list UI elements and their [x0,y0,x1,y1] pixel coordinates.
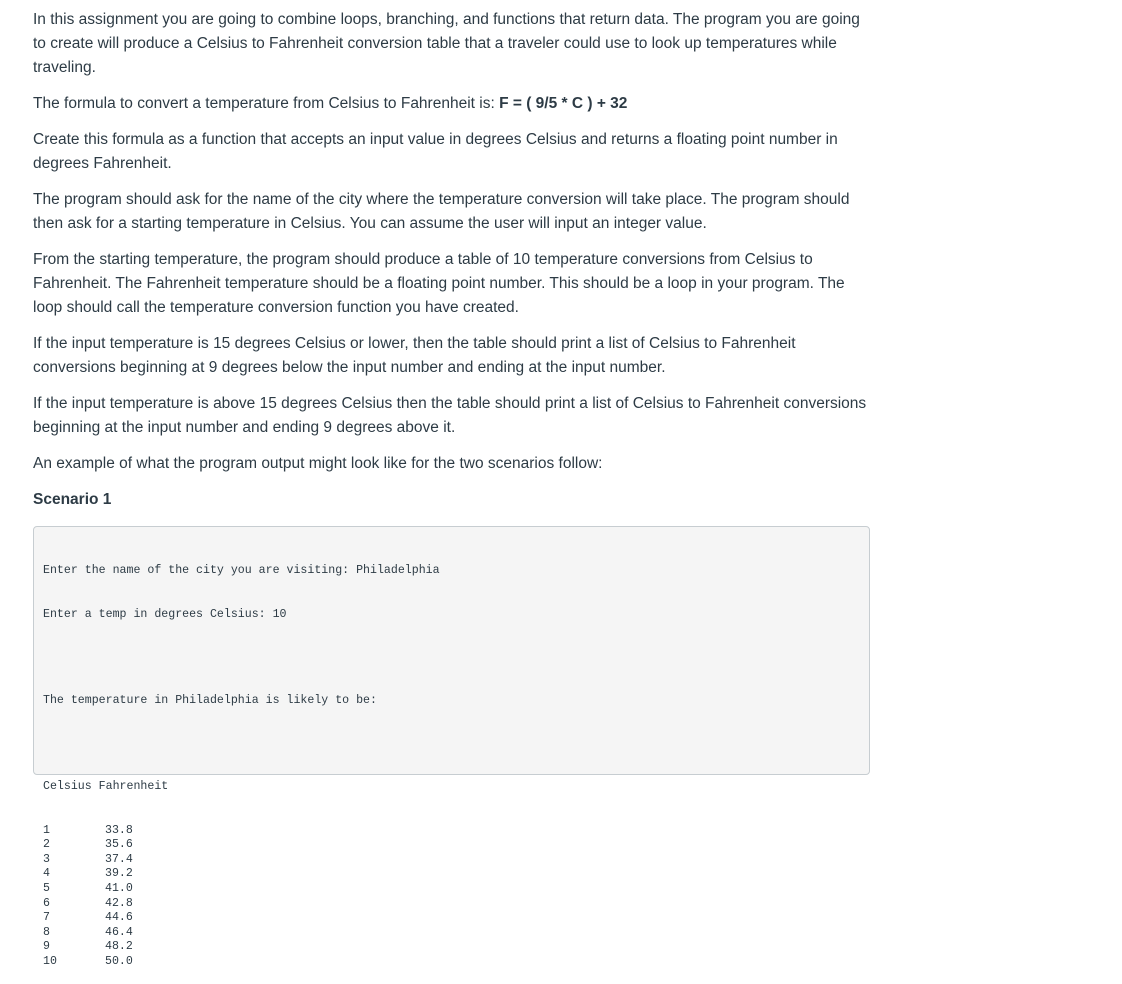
celsius-value: 4 [43,867,50,881]
code-gap [43,738,860,751]
code-line-temp: Enter a temp in degrees Celsius: 10 [43,607,287,621]
fahrenheit-value: 50.0 [105,955,133,969]
code-table-rows [43,824,860,970]
celsius-value: 2 [43,838,50,852]
code-table-row [43,882,860,897]
celsius-value: 10 [43,955,57,969]
code-table-row [43,867,860,882]
code-table-row [43,955,860,970]
formula-paragraph [33,92,873,116]
code-table-row [43,911,860,926]
code-line-likely: The temperature in Philadelphia is likely to be: [43,693,377,707]
fahrenheit-value: 44.6 [105,911,133,925]
fahrenheit-value: 39.2 [105,867,133,881]
scenario-heading: Scenario 1 [33,491,112,508]
celsius-value: 3 [43,852,50,866]
low-temp-paragraph: If the input temperature is 15 degrees Celsius or lower, then the table should print a list of Celsius to Fahrenheit conversions beginning at 9 degrees below the input number and ending at the input number. [33,335,796,376]
celsius-value: 5 [43,882,50,896]
formula-text: F = ( 9/5 * C ) + 32 [499,95,628,112]
fahrenheit-value: 33.8 [105,823,133,837]
code-table-row [43,926,860,941]
celsius-value: 6 [43,896,50,910]
example-paragraph: An example of what the program output might look like for the two scenarios follow: [33,455,603,472]
code-block [33,526,870,969]
table-paragraph: From the starting temperature, the program should produce a table of 10 temperature conversions from Celsius to Fahrenheit. The Fahrenheit temperature should be a floating point number. This should be a loop in your program. The loop should call the temperature conversion function you have created. [33,251,845,316]
celsius-value: 9 [43,940,50,954]
fahrenheit-value: 41.0 [105,882,133,896]
intro-paragraph: In this assignment you are going to combine loops, branching, and functions that return data. The program you are going to create will produce a Celsius to Fahrenheit conversion table that a traveler could use to look up temperatures while traveling. [33,11,860,76]
celsius-value: 1 [43,823,50,837]
fahrenheit-value: 46.4 [105,925,133,939]
code-table-row [43,897,860,912]
fahrenheit-value: 37.4 [105,852,133,866]
code-table-row [43,853,860,868]
celsius-value: 7 [43,911,50,925]
code-table-row [43,940,860,955]
city-paragraph: The program should ask for the name of the city where the temperature conversion will take place. The program should then ask for a starting temperature in Celsius. You can assume the user will input an integer value. [33,191,850,232]
code-table-row [43,824,860,839]
code-line-city: Enter the name of the city you are visiting: Philadelphia [43,564,440,578]
fahrenheit-value: 42.8 [105,896,133,910]
fahrenheit-value: 35.6 [105,838,133,852]
code-table-row [43,838,860,853]
celsius-value: 8 [43,925,50,939]
code-table-header: Celsius Fahrenheit [43,779,169,793]
high-temp-paragraph: If the input temperature is above 15 degrees Celsius then the table should print a list of Celsius to Fahrenheit conversions beginning at the input number and ending 9 degrees above it. [33,395,867,436]
function-paragraph: Create this formula as a function that accepts an input value in degrees Celsius and returns a floating point number in degrees Fahrenheit. [33,131,838,172]
code-gap [43,652,860,665]
assignment-content [33,8,873,524]
formula-lead: The formula to convert a temperature from Celsius to Fahrenheit is: [33,95,500,112]
fahrenheit-value: 48.2 [105,940,133,954]
